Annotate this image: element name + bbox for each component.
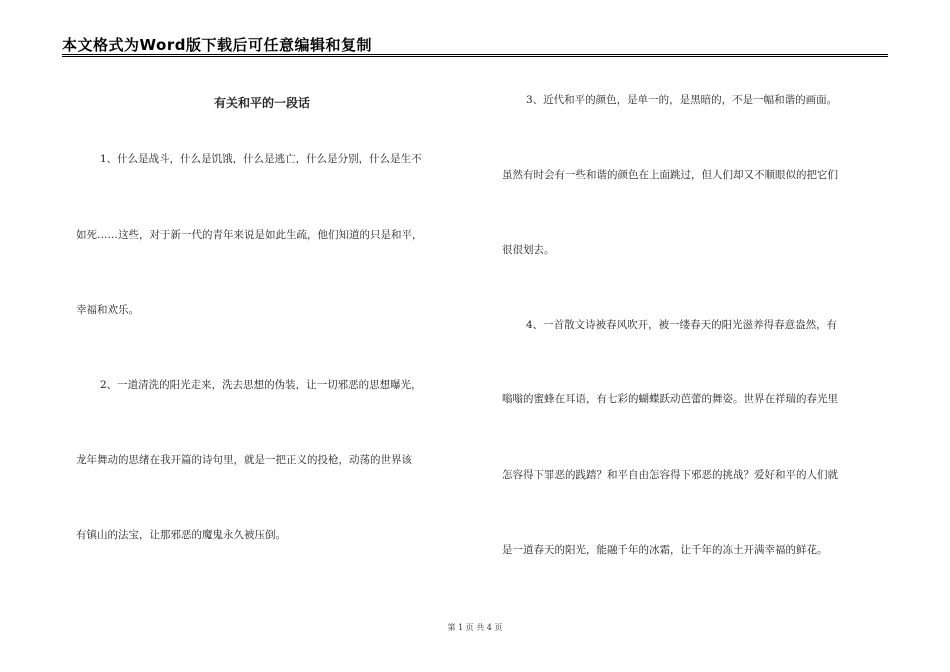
paragraph-line: 2、一道清洗的阳光走来，洗去思想的伪装，让一切邪恶的思想曝光， — [100, 379, 422, 391]
paragraph-line: 很很划去。 — [502, 244, 555, 256]
paragraph-line: 幸福和欢乐。 — [76, 304, 139, 316]
paragraph-line: 3、近代和平的颜色，是单一的，是黑暗的，不是一幅和谐的画面。 — [526, 94, 838, 106]
paragraph-line: 怎容得下罪恶的践踏？和平自由怎容得下邪恶的挑战？爱好和平的人们就 — [502, 469, 838, 481]
paragraph-line: 4、一首散文诗被春风吹开，被一缕春天的阳光滋养得春意盎然，有 — [526, 319, 838, 331]
header-rule-thick — [62, 54, 888, 55]
paragraph-line: 有镇山的法宝，让那邪恶的魔鬼永久被压倒。 — [76, 529, 286, 541]
paragraph-line: 是一道春天的阳光，能融千年的冰霜，让千年的冻土开满幸福的鲜花。 — [502, 544, 828, 556]
paragraph-line: 1、什么是战斗，什么是饥饿，什么是逃亡，什么是分别，什么是生不 — [100, 153, 422, 165]
paragraph-line: 龙年舞动的思绪在我开篇的诗句里，就是一把正义的投枪，动荡的世界该 — [76, 454, 412, 466]
page-footer: 第 1 页 共 4 页 — [447, 623, 503, 632]
header-banner: 本文格式为Word版下载后可任意编辑和复制 — [62, 36, 372, 54]
paragraph-line: 嗡嗡的蜜蜂在耳语，有七彩的蝴蝶跃动芭蕾的舞姿。世界在祥瑞的春光里 — [502, 393, 838, 405]
header-rule-thin — [62, 56, 888, 57]
paragraph-line: 虽然有时会有一些和谐的颜色在上面跳过，但人们却又不顺眼似的把它们 — [502, 169, 838, 181]
document-title: 有关和平的一段话 — [213, 96, 310, 110]
paragraph-line: 如死……这些，对于新一代的青年来说是如此生疏，他们知道的只是和平， — [76, 229, 423, 241]
